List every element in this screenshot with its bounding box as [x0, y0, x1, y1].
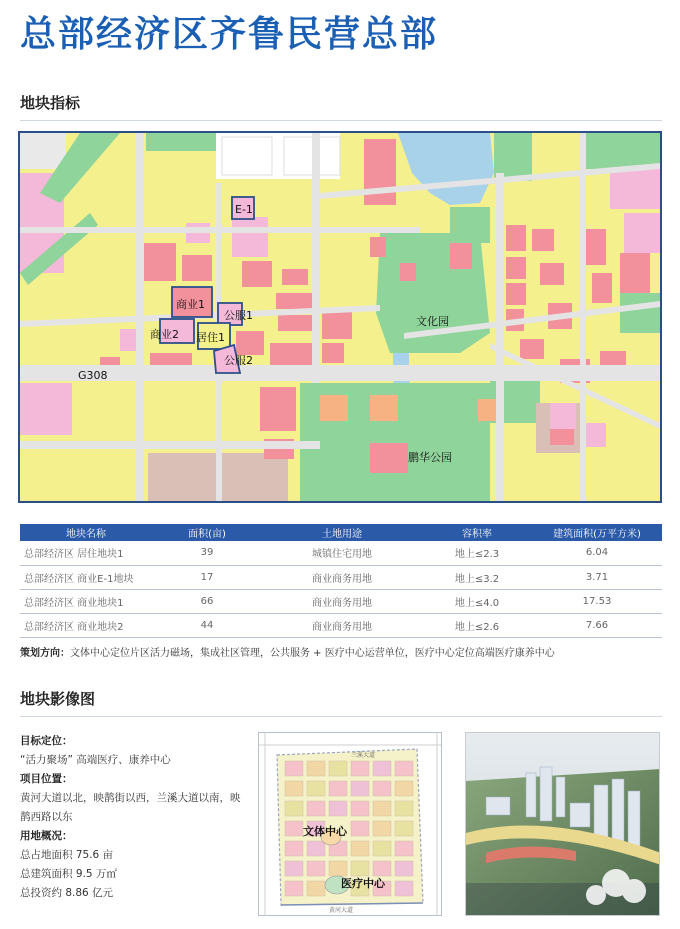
table-header-row [20, 524, 662, 541]
section-heading-plot: 地块指标 [20, 94, 81, 112]
table-row [20, 541, 662, 565]
plan-block [307, 861, 325, 876]
cell-name: 总部经济区 商业地块2 [20, 613, 152, 637]
area-label-penghua-park: 鹏华公园 [408, 451, 452, 464]
location-label: 项目位置： [20, 773, 73, 785]
target-label: 目标定位： [20, 735, 73, 747]
cell-name: 总部经济区 居住地块1 [20, 541, 152, 565]
plan-block [329, 781, 347, 796]
plan-block [329, 761, 347, 776]
cell-far: 地上≤2.3 [422, 541, 532, 565]
road-label-g308: G308 [78, 369, 108, 382]
area-label-culture-park: 文化园 [416, 315, 449, 328]
cell-usage: 商业商务用地 [262, 589, 422, 613]
cell-area: 39 [152, 541, 262, 565]
table-header-floor-area: 建筑面积(万平方米) [532, 524, 662, 541]
plan-block [351, 841, 369, 856]
plot-label-residential-1: 居住1 [196, 331, 225, 344]
road-label-bottom: 黄河大道 [329, 907, 354, 914]
plan-block [329, 801, 347, 816]
plan-block [351, 761, 369, 776]
plan-block [285, 841, 303, 856]
section-divider [20, 716, 662, 717]
plan-block [307, 761, 325, 776]
plot-label-e1: E-1 [235, 203, 253, 216]
plan-block [351, 801, 369, 816]
project-info [20, 732, 250, 903]
aerial-rendering-canvas [466, 733, 660, 916]
plan-block [285, 821, 303, 836]
table-header-usage: 土地用途 [262, 524, 422, 541]
plan-block [285, 781, 303, 796]
cell-area: 17 [152, 565, 262, 589]
plan-block [285, 881, 303, 896]
table-row [20, 589, 662, 613]
plan-block [373, 801, 391, 816]
cell-area: 66 [152, 589, 262, 613]
table-header-far: 容积率 [422, 524, 532, 541]
land-overview-label: 用地概况： [20, 830, 73, 842]
cell-usage: 城镇住宅用地 [262, 541, 422, 565]
plan-block [307, 781, 325, 796]
table-header-name: 地块名称 [20, 524, 152, 541]
cell-floor-area: 17.53 [532, 589, 662, 613]
plan-block [395, 801, 413, 816]
target-text: “活力聚场” 高端医疗、康养中心 [20, 754, 171, 766]
plan-block [395, 881, 413, 896]
page-title: 总部经济区齐鲁民营总部 [20, 14, 439, 55]
land-area-text: 总占地面积 75.6 亩 [20, 849, 114, 861]
cell-name: 总部经济区 商业地块1 [20, 589, 152, 613]
land-use-map[interactable] [18, 131, 662, 503]
plot-label-public-2: 公服2 [224, 354, 253, 367]
strategy-note [20, 644, 555, 659]
plan-block [351, 861, 369, 876]
plan-block [373, 861, 391, 876]
investment-text: 总投资约 8.86 亿元 [20, 887, 114, 899]
cell-far: 地上≤3.2 [422, 565, 532, 589]
plan-label-medical-center: 医疗中心 [341, 877, 385, 890]
table-header-area: 面积(亩) [152, 524, 262, 541]
cell-floor-area: 3.71 [532, 565, 662, 589]
table-row [20, 613, 662, 637]
table-row [20, 565, 662, 589]
plan-block [373, 821, 391, 836]
strategy-label: 策划方向： [20, 648, 70, 659]
plan-block [307, 841, 325, 856]
site-plan-map[interactable] [258, 732, 442, 916]
plan-block [285, 861, 303, 876]
plan-block [307, 881, 325, 896]
plan-block [329, 861, 347, 876]
location-text: 黄河大道以北，映鹊街以西，兰溪大道以南，映鹊西路以东 [20, 792, 241, 823]
plan-block [373, 781, 391, 796]
plot-indicator-table [20, 524, 662, 638]
plan-block [351, 781, 369, 796]
plan-label-sports-center: 文体中心 [303, 825, 347, 838]
aerial-rendering-image [465, 732, 660, 916]
cell-far: 地上≤4.0 [422, 589, 532, 613]
plan-block [351, 821, 369, 836]
plan-block [395, 841, 413, 856]
cell-usage: 商业商务用地 [262, 613, 422, 637]
section-heading-image: 地块影像图 [20, 690, 96, 708]
plan-block [373, 761, 391, 776]
land-use-map-canvas [20, 133, 660, 501]
plan-block [307, 801, 325, 816]
cell-far: 地上≤2.6 [422, 613, 532, 637]
cell-usage: 商业商务用地 [262, 565, 422, 589]
cell-floor-area: 7.66 [532, 613, 662, 637]
plan-block [373, 841, 391, 856]
cell-area: 44 [152, 613, 262, 637]
plan-block [395, 861, 413, 876]
section-divider [20, 120, 662, 121]
plot-label-commercial-2: 商业2 [150, 328, 179, 341]
plan-block [285, 761, 303, 776]
plot-label-public-1: 公服1 [224, 309, 253, 322]
plan-block [395, 781, 413, 796]
plan-block [395, 761, 413, 776]
cell-floor-area: 6.04 [532, 541, 662, 565]
plot-label-commercial-1: 商业1 [176, 298, 205, 311]
plan-block [395, 821, 413, 836]
build-area-text: 总建筑面积 9.5 万㎡ [20, 868, 117, 880]
cell-name: 总部经济区 商业E-1地块 [20, 565, 152, 589]
road-label-top: 兰溪大道 [351, 752, 376, 759]
plan-block [285, 801, 303, 816]
strategy-text: 文体中心定位片区活力磁场，集成社区管理，公共服务 + 医疗中心运营单位，医疗中心定位高端医疗康养中心 [70, 648, 555, 659]
